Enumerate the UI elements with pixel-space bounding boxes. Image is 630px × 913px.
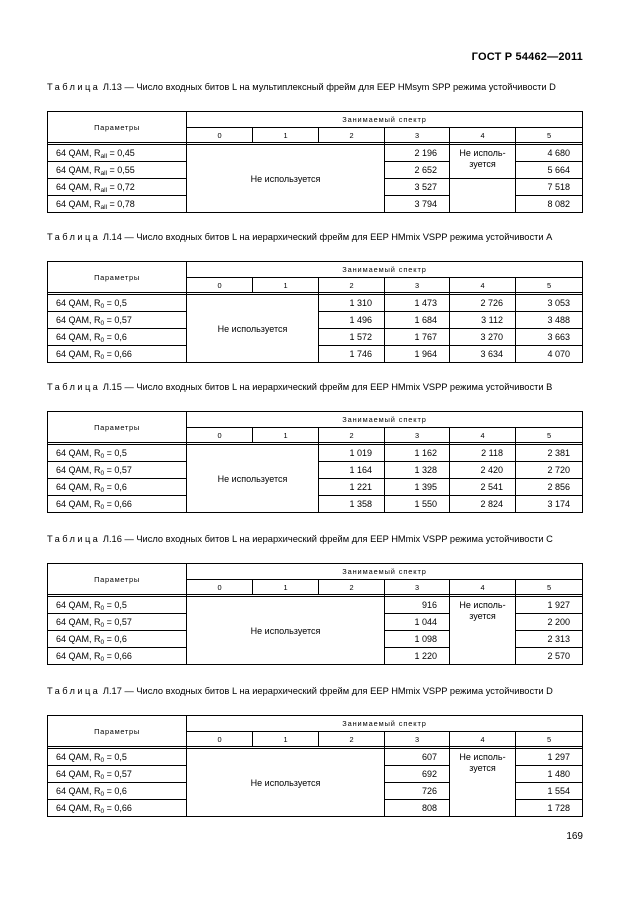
param-cell: 64 QAM, $R_{all} = 0,72$ [48,179,187,196]
value-cell: 2 118 [450,445,516,462]
col-header-4: 4 [450,732,516,747]
col-header-3: 3 [385,428,450,443]
col-header-3: 3 [385,580,450,595]
value-cell: 4 070 [516,346,583,363]
value-cell: 808 [385,800,450,817]
param-cell: 64 QAM, $R_0 = 0,5$ [48,749,187,766]
table-row [48,295,583,312]
value-cell: 1 220 [385,648,450,665]
col-header-4: 4 [450,278,516,293]
spectrum-header: Занимаемый спектр [187,564,583,580]
value-cell: 2 381 [516,445,583,462]
caption-text: Л.14 — Число входных битов L на иерархический фрейм для EEP HMmix VSPP режима устойчивости А [100,232,553,242]
value-cell: 1 395 [385,479,450,496]
param-header: Параметры [48,262,187,293]
col-header-4: 4 [450,428,516,443]
not-used-cell-col4: Не исполь- зуется [450,749,516,817]
page-number: 169 [566,831,583,842]
table-caption-l16 [47,533,581,546]
caption-text: Л.16 — Число входных битов L на иерархический фрейм для EEP HMmix VSPP режима устойчивости С [100,534,553,544]
param-cell: 64 QAM, $R_0 = 0,5$ [48,295,187,312]
param-header: Параметры [48,412,187,443]
param-cell: 64 QAM, $R_0 = 0,6$ [48,783,187,800]
param-cell: 64 QAM, $R_0 = 0,66$ [48,800,187,817]
param-cell: 64 QAM, $R_{all} = 0,78$ [48,196,187,213]
param-cell: 64 QAM, $R_0 = 0,5$ [48,445,187,462]
document-header: ГОСТ Р 54462—2011 [471,51,583,63]
caption-label: Таблица [47,686,101,696]
col-header-5: 5 [516,732,583,747]
caption-text: Л.17 — Число входных битов L на иерархический фрейм для EEP HMmix VSPP режима устойчивости D [100,686,553,696]
value-cell: 2 856 [516,479,583,496]
caption-text: Л.15 — Число входных битов L на иерархический фрейм для EEP HMmix VSPP режима устойчивости В [100,382,553,392]
value-cell: 2 726 [450,295,516,312]
value-cell: 4 680 [516,145,583,162]
col-header-2: 2 [319,278,385,293]
col-header-5: 5 [516,128,583,143]
spectrum-header: Занимаемый спектр [187,716,583,732]
col-header-1: 1 [253,428,319,443]
param-cell: 64 QAM, $R_0 = 0,57$ [48,312,187,329]
col-header-2: 2 [319,128,385,143]
table-l15 [47,411,583,513]
value-cell: 2 570 [516,648,583,665]
value-cell: 1 221 [319,479,385,496]
value-cell: 7 518 [516,179,583,196]
value-cell: 1 358 [319,496,385,513]
table-caption-l14 [47,231,581,244]
value-cell: 1 550 [385,496,450,513]
value-cell: 3 112 [450,312,516,329]
value-cell: 1 746 [319,346,385,363]
caption-text: Л.13 — Число входных битов L на мультиплексный фрейм для EEP HMsym SPP режима устойчивости D [100,82,556,92]
col-header-4: 4 [450,580,516,595]
value-cell: 3 488 [516,312,583,329]
table-row [48,145,583,162]
value-cell: 5 664 [516,162,583,179]
col-header-1: 1 [253,278,319,293]
value-cell: 1 098 [385,631,450,648]
col-header-2: 2 [319,732,385,747]
value-cell: 2 824 [450,496,516,513]
col-header-0: 0 [187,278,253,293]
value-cell: 2 200 [516,614,583,631]
caption-label: Таблица [47,232,101,242]
value-cell: 1 297 [516,749,583,766]
table-row [48,749,583,766]
value-cell: 1 927 [516,597,583,614]
col-header-2: 2 [319,428,385,443]
value-cell: 1 767 [385,329,450,346]
table-l13 [47,111,583,213]
value-cell: 1 328 [385,462,450,479]
col-header-0: 0 [187,428,253,443]
value-cell: 1 310 [319,295,385,312]
value-cell: 3 053 [516,295,583,312]
not-used-cell: Не используется [187,749,385,817]
empty-cell [450,179,516,213]
not-used-cell: Не используется [187,295,319,363]
value-cell: 3 527 [385,179,450,196]
value-cell: 3 270 [450,329,516,346]
col-header-5: 5 [516,580,583,595]
table-l17 [47,715,583,817]
value-cell: 1 684 [385,312,450,329]
spectrum-header: Занимаемый спектр [187,262,583,278]
value-cell: 2 196 [385,145,450,162]
caption-label: Таблица [47,534,101,544]
value-cell: 692 [385,766,450,783]
caption-label: Таблица [47,82,101,92]
param-cell: 64 QAM, $R_{all} = 0,55$ [48,162,187,179]
spectrum-header: Занимаемый спектр [187,412,583,428]
spectrum-header: Занимаемый спектр [187,112,583,128]
value-cell: 2 652 [385,162,450,179]
col-header-3: 3 [385,128,450,143]
param-cell: 64 QAM, $R_0 = 0,66$ [48,648,187,665]
value-cell: 1 964 [385,346,450,363]
col-header-2: 2 [319,580,385,595]
param-cell: 64 QAM, $R_0 = 0,6$ [48,329,187,346]
value-cell: 1 164 [319,462,385,479]
param-cell: 64 QAM, $R_0 = 0,57$ [48,614,187,631]
param-header: Параметры [48,112,187,143]
value-cell: 2 420 [450,462,516,479]
value-cell: 607 [385,749,450,766]
param-cell: 64 QAM, $R_{all} = 0,45$ [48,145,187,162]
not-used-cell: Не используется [187,597,385,665]
col-header-5: 5 [516,278,583,293]
value-cell: 3 794 [385,196,450,213]
not-used-cell: Не используется [187,145,385,213]
value-cell: 2 720 [516,462,583,479]
param-cell: 64 QAM, $R_0 = 0,57$ [48,462,187,479]
value-cell: 1 480 [516,766,583,783]
param-header: Параметры [48,716,187,747]
value-cell: 1 728 [516,800,583,817]
col-header-3: 3 [385,278,450,293]
value-cell: 1 162 [385,445,450,462]
col-header-3: 3 [385,732,450,747]
col-header-0: 0 [187,580,253,595]
not-used-cell: Не используется [187,445,319,513]
table-row [48,445,583,462]
param-cell: 64 QAM, $R_0 = 0,66$ [48,346,187,363]
param-cell: 64 QAM, $R_0 = 0,6$ [48,631,187,648]
col-header-1: 1 [253,580,319,595]
param-cell: 64 QAM, $R_0 = 0,5$ [48,597,187,614]
param-cell: 64 QAM, $R_0 = 0,66$ [48,496,187,513]
table-l16 [47,563,583,665]
value-cell: 1 554 [516,783,583,800]
value-cell: 1 572 [319,329,385,346]
table-l14 [47,261,583,363]
value-cell: 916 [385,597,450,614]
value-cell: 3 174 [516,496,583,513]
not-used-cell-col4: Не исполь- зуется [450,597,516,665]
value-cell: 2 541 [450,479,516,496]
value-cell: 3 634 [450,346,516,363]
value-cell: 726 [385,783,450,800]
param-cell: 64 QAM, $R_0 = 0,57$ [48,766,187,783]
value-cell: 1 044 [385,614,450,631]
caption-label: Таблица [47,382,101,392]
table-caption-l15 [47,381,581,394]
col-header-0: 0 [187,128,253,143]
col-header-0: 0 [187,732,253,747]
col-header-5: 5 [516,428,583,443]
col-header-4: 4 [450,128,516,143]
col-header-1: 1 [253,732,319,747]
param-header: Параметры [48,564,187,595]
table-caption-l17 [47,685,581,698]
table-row [48,597,583,614]
param-cell: 64 QAM, $R_0 = 0,6$ [48,479,187,496]
value-cell: 1 496 [319,312,385,329]
not-used-cell-col4: Не исполь- зуется [450,145,516,179]
table-caption-l13 [47,81,581,94]
value-cell: 1 473 [385,295,450,312]
value-cell: 1 019 [319,445,385,462]
value-cell: 2 313 [516,631,583,648]
value-cell: 8 082 [516,196,583,213]
value-cell: 3 663 [516,329,583,346]
col-header-1: 1 [253,128,319,143]
